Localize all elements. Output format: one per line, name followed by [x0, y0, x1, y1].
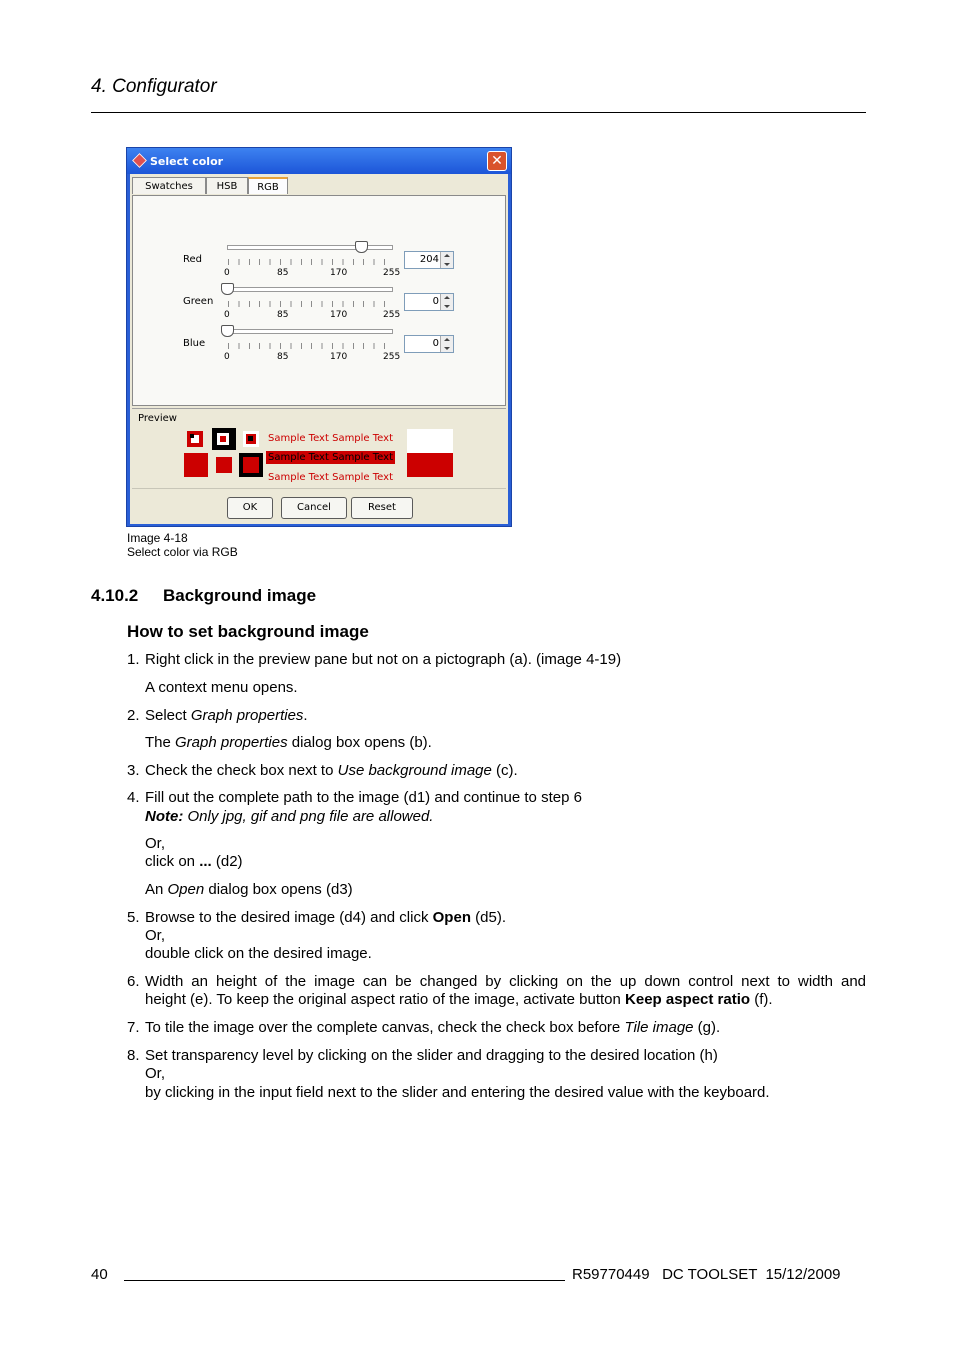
text-run: The	[145, 734, 176, 751]
preview-swatch	[217, 433, 229, 445]
dialog-title: Select color	[150, 155, 224, 168]
step-number: 3.	[127, 762, 140, 779]
tab-hsb[interactable]: HSB	[206, 177, 248, 194]
tab-rgb[interactable]: RGB	[248, 177, 288, 194]
step-text: Fill out the complete path to the image (d1) and continue to step 6	[145, 789, 582, 806]
sample-text-row-selected	[266, 451, 395, 464]
note-label: Note:	[145, 808, 184, 825]
preview-swatch-dot	[248, 436, 253, 441]
preview-color-white	[407, 429, 453, 453]
green-slider-ticks	[228, 301, 392, 307]
sample-text: Sample Text	[332, 452, 393, 463]
tick-label: 170	[330, 352, 348, 362]
text-run: Check the check box next to	[145, 762, 338, 779]
green-slider-thumb[interactable]	[221, 283, 234, 295]
step-note	[145, 808, 433, 826]
step-text	[145, 909, 506, 927]
dialog-titlebar	[127, 148, 511, 174]
green-value: 0	[432, 296, 439, 307]
text-run-italic: Graph properties	[175, 734, 288, 751]
header-rule	[91, 112, 866, 113]
page-number: 40	[91, 1266, 108, 1283]
spinner-arrows-icon[interactable]	[440, 252, 453, 268]
red-slider-ticks	[228, 259, 392, 265]
sample-text: Sample Text	[268, 452, 329, 463]
red-value-spinner[interactable]	[404, 251, 454, 269]
text-run: (g).	[693, 1019, 721, 1036]
text-run: Browse to the desired image (d4) and click	[145, 909, 433, 926]
spinner-arrows-icon[interactable]	[440, 336, 453, 352]
blue-label: Blue	[183, 338, 206, 349]
text-run-italic: Tile image	[624, 1019, 694, 1036]
blue-slider-track[interactable]	[227, 329, 393, 334]
text-run: (f).	[750, 991, 773, 1008]
step-text: Set transparency level by clicking on the slider and dragging to the desired location (h)	[145, 1047, 718, 1064]
text-run: .	[303, 707, 308, 724]
step-alt-text	[145, 853, 243, 871]
procedure-title: How to set background image	[127, 622, 369, 641]
text-run: (d5).	[470, 909, 506, 926]
sample-text: Sample Text	[268, 433, 329, 444]
tick-label: 255	[383, 268, 401, 278]
step-alt-text: by clicking in the input field next to the slider and entering the desired value with the keyboard.	[145, 1084, 770, 1101]
preview-swatch	[184, 453, 208, 477]
preview-color-block	[407, 453, 453, 477]
red-value: 204	[419, 254, 439, 265]
tick-label: 170	[330, 268, 348, 278]
green-slider-track[interactable]	[227, 287, 393, 292]
step-number: 1.	[127, 651, 140, 668]
red-label: Red	[183, 254, 202, 265]
figure-number: Image 4-18	[127, 531, 188, 545]
text-run-bold: Keep aspect ratio	[625, 991, 751, 1008]
text-run: dialog box opens (d3)	[204, 881, 353, 898]
text-run: An	[145, 881, 168, 898]
step-number: 8.	[127, 1047, 140, 1064]
sample-text-row	[266, 471, 395, 484]
step-text	[145, 991, 773, 1009]
step-alt-text: double click on the desired image.	[145, 945, 372, 962]
button-separator	[132, 488, 506, 489]
tick-label: 85	[277, 352, 289, 362]
step-number: 4.	[127, 789, 140, 806]
step-result	[145, 734, 432, 752]
step-result	[145, 881, 353, 899]
sample-text-row	[266, 432, 395, 445]
text-run-italic: Use background image	[337, 762, 492, 779]
text-run-italic: Graph properties	[190, 707, 304, 724]
text-run-bold: ...	[199, 853, 212, 870]
figure-caption: Select color via RGB	[127, 545, 238, 559]
green-value-spinner[interactable]	[404, 293, 454, 311]
blue-slider-ticks	[228, 343, 392, 349]
sample-text: Sample Text	[332, 472, 393, 483]
sample-text: Sample Text	[268, 472, 329, 483]
step-number: 6.	[127, 973, 140, 990]
tick-label: 85	[277, 310, 289, 320]
step-text	[145, 707, 308, 725]
text-run: height (e). To keep the original aspect ratio of the image, activate button	[145, 991, 626, 1008]
step-number: 7.	[127, 1019, 140, 1036]
tick-label: 85	[277, 268, 289, 278]
tick-label: 170	[330, 310, 348, 320]
cancel-button[interactable]: Cancel	[281, 497, 347, 519]
step-number: 2.	[127, 707, 140, 724]
step-number: 5.	[127, 909, 140, 926]
note-text: Only jpg, gif and png file are allowed.	[183, 808, 434, 825]
footer-doc-info: R59770449 DC TOOLSET 15/12/2009	[572, 1266, 841, 1283]
ok-button[interactable]: OK	[227, 497, 273, 519]
step-text	[145, 762, 518, 780]
step-result: A context menu opens.	[145, 679, 298, 696]
red-slider-track[interactable]	[227, 245, 393, 250]
reset-button[interactable]: Reset	[351, 497, 413, 519]
red-slider-thumb[interactable]	[355, 241, 368, 253]
preview-label: Preview	[138, 413, 177, 424]
step-text: Right click in the preview pane but not on a pictograph (a). (image 4-19)	[145, 651, 622, 668]
tick-label: 255	[383, 352, 401, 362]
section-number: 4.10.2	[91, 586, 139, 605]
step-text	[145, 1019, 720, 1037]
text-run-bold: Open	[432, 909, 471, 926]
java-app-icon	[132, 153, 147, 168]
green-label: Green	[183, 296, 214, 307]
text-run: click on	[145, 853, 200, 870]
preview-swatch	[216, 457, 232, 473]
step-alt: Or,	[145, 927, 166, 944]
sample-text: Sample Text	[332, 433, 393, 444]
step-alt: Or,	[145, 1065, 166, 1082]
text-run: (d2)	[211, 853, 243, 870]
blue-slider-thumb[interactable]	[221, 325, 234, 337]
tick-label: 0	[224, 352, 230, 362]
select-color-dialog	[126, 147, 512, 527]
step-alt: Or,	[145, 835, 166, 852]
text-run: To tile the image over the complete canvas, check the check box before	[145, 1019, 625, 1036]
footer-rule	[124, 1280, 565, 1281]
spinner-arrows-icon[interactable]	[440, 294, 453, 310]
tick-label: 0	[224, 268, 230, 278]
preview-panel	[132, 408, 506, 489]
blue-value: 0	[432, 338, 439, 349]
text-run-italic: Open	[167, 881, 205, 898]
text-run: (c).	[491, 762, 518, 779]
tick-label: 0	[224, 310, 230, 320]
text-run: dialog box opens (b).	[287, 734, 432, 751]
dialog-client	[130, 174, 508, 524]
preview-swatch	[243, 457, 259, 473]
tick-label: 255	[383, 310, 401, 320]
text-run: Select	[145, 707, 191, 724]
blue-value-spinner[interactable]	[404, 335, 454, 353]
preview-swatch-dot	[190, 434, 194, 438]
step-text: Width an height of the image can be changed by clicking on the up down control next to width and	[145, 973, 866, 990]
close-icon[interactable]: ✕	[487, 151, 507, 171]
chapter-title: 4. Configurator	[91, 76, 217, 97]
tab-swatches[interactable]: Swatches	[132, 177, 206, 194]
section-title: Background image	[163, 586, 317, 605]
rgb-panel	[132, 195, 506, 406]
